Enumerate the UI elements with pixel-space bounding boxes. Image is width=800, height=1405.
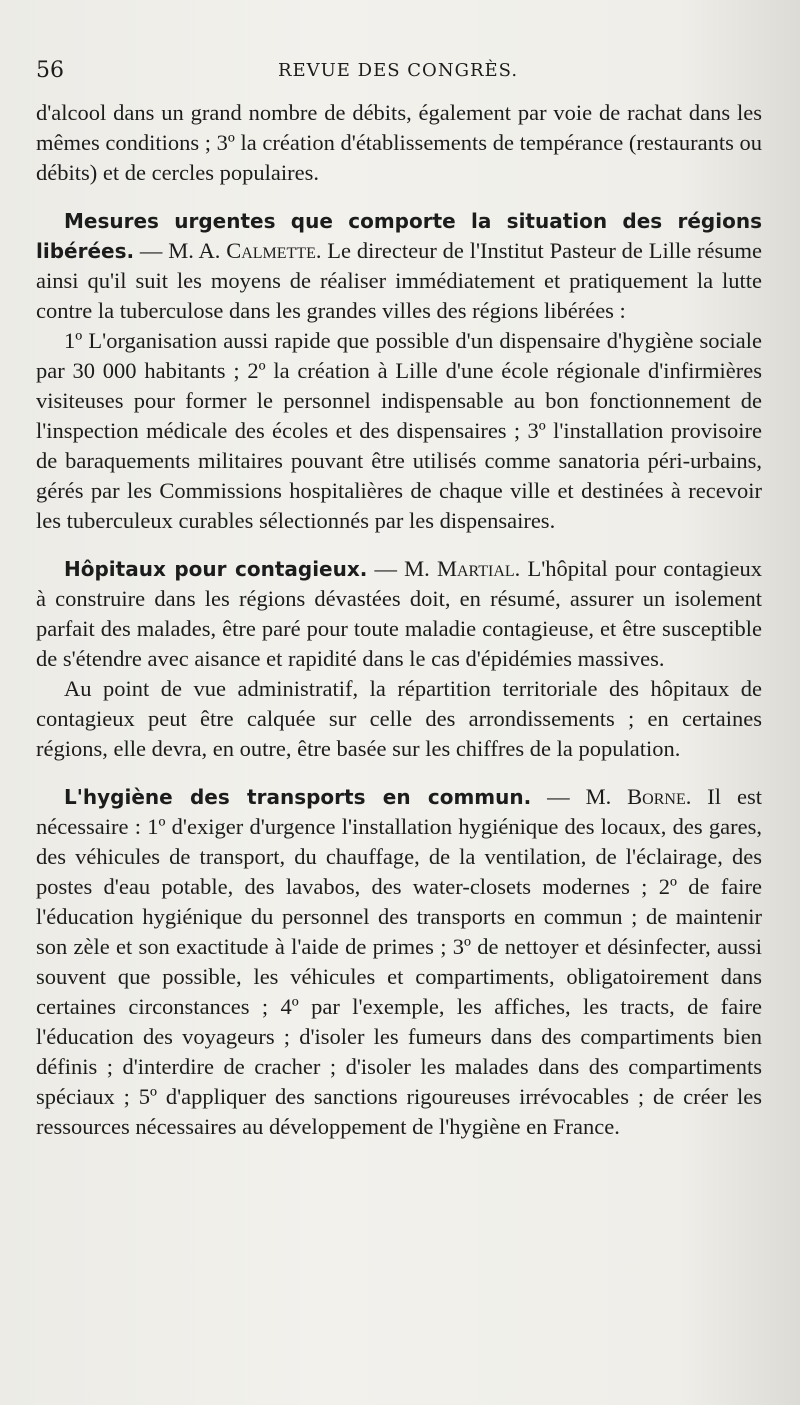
section-title: L'hygiène des transports en commun.	[64, 785, 532, 809]
running-title: REVUE DES CONGRÈS.	[277, 60, 519, 81]
section-text: . L'hôpital pour contagieux à construire dans les régions dévastées doit, en résumé, assurer un isolement parfait des malades, être paré pour toute maladie contagieuse, et être susceptible de s'étendre avec aisance et rapidité dans le cas d'épidémies massives.	[36, 556, 763, 671]
section-gap	[36, 536, 762, 554]
section-dash: — M. A.	[134, 238, 227, 263]
section-author: Calmette	[226, 238, 316, 263]
section-author: Martial	[436, 556, 515, 581]
section-transports	[36, 782, 762, 1142]
paragraph-measures-list: 1º L'organisation aussi rapide que possible d'un dispensaire d'hygiène sociale par 30 000 habitants ; 2º la création à Lille d'une école régionale d'infirmières visiteuses pour former le personnel indispensable au bon fonctionnement de l'inspection médicale des écoles et des dispensaires ; 3º l'installation provisoire de baraquements militaires pouvant être utilisés comme sanatoria péri-urbains, gérés par les Commissions hospitalières de chaque ville et destinées à recevoir les tuberculeux curables sélectionnés par les dispensaires.	[36, 328, 762, 533]
section-gap	[36, 764, 762, 782]
page-body	[36, 98, 762, 1142]
section-hopitaux	[36, 554, 762, 674]
section-dash: — M.	[531, 784, 628, 809]
section-gap	[36, 188, 762, 206]
section-text: . Il est nécessaire : 1º d'exiger d'urgence l'installation hygiénique des locaux, des gares, des véhicules de transport, du chauffage, de la ventilation, de l'éclairage, des postes d'eau potable, des lavabos, des water-closets modernes ; 2º de faire l'éducation hygiénique du personnel des transports en commun ; de maintenir son zèle et son exactitude à l'aide de primes ; 3º de nettoyer et désinfecter, aussi souvent que possible, les véhicules et compartiments, obligatoirement dans certaines circonstances ; 4º par l'exemple, les affiches, les tracts, de faire l'éducation des voyageurs ; d'isoler les fumeurs dans des compartiments bien définis ; d'interdire de cracher ; d'isoler les malades dans des compartiments spéciaux ; 5º d'appliquer des sanctions rigoureuses irrévocables ; de créer les ressources nécessaires au développement de l'hygiène en France.	[36, 784, 762, 1139]
section-author: Borne	[627, 784, 686, 809]
section-dash: — M.	[367, 556, 437, 581]
section-text: . Le directeur de l'Institut Pasteur de Lille résume ainsi qu'il suit les moyens de réaliser immédiatement et pratiquement la lutte contre la tuberculose dans les grandes villes des régions libérées :	[36, 238, 763, 323]
page-number: 56	[36, 58, 64, 83]
section-title: Mesures urgentes que comporte la situation des régions libérées.	[36, 209, 762, 263]
paragraph-administratif: Au point de vue administratif, la répartition territoriale des hôpitaux de contagieux peut être calquée sur celle des arrondissements ; en certaines régions, elle devra, en outre, être basée sur les chiffres de la population.	[36, 676, 762, 761]
page-header	[36, 58, 760, 88]
section-mesures-urgentes	[36, 206, 762, 326]
section-title: Hôpitaux pour contagieux.	[64, 557, 368, 581]
paragraph-continuation: d'alcool dans un grand nombre de débits, également par voie de rachat dans les mêmes conditions ; 3º la création d'établissements de tempérance (restaurants ou débits) et de cercles populaires.	[36, 100, 762, 185]
